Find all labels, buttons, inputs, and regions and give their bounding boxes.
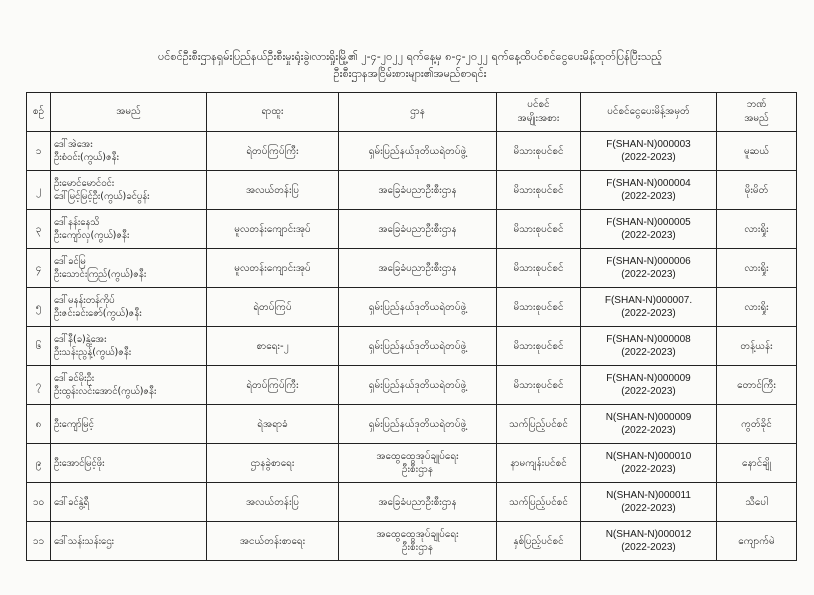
- cell-dept-line2: ဦးစီးဌာန: [401, 542, 434, 553]
- cell-name-line1: ဦးအောင်မြင့်ဖိုး: [54, 457, 105, 469]
- cell-type: မိသားစုပင်စင်: [497, 132, 581, 171]
- cell-rank: အငယ်တန်းစာရေး: [207, 522, 339, 561]
- table-row: [27, 444, 797, 483]
- cell-name-line2: ဦးထွန်းလင်းအောင်(ကွယ်)ဇနီး: [54, 386, 157, 397]
- cell-name: [51, 171, 207, 210]
- cell-type: မိသားစုပင်စင်: [497, 288, 581, 327]
- cell-name-line1: ဒေါ်ခင်မိုးဦး: [54, 373, 95, 384]
- cell-license-line2: (2022-2023): [621, 308, 676, 319]
- cell-license-line2: (2022-2023): [621, 347, 676, 358]
- cell-license-line2: (2022-2023): [621, 464, 676, 475]
- cell-type: မိသားစုပင်စင်: [497, 249, 581, 288]
- cell-no: ၃: [27, 210, 51, 249]
- cell-name-line1: ဦးကျော်မြင့်: [54, 418, 94, 430]
- table-header-row: [27, 93, 797, 132]
- cell-license-line1: N(SHAN-N)000012: [605, 529, 692, 540]
- cell-name-line1: ဒေါ်နီ(ခ)နွဲ့အေး: [54, 334, 107, 345]
- cell-dept-line1: အထွေထွေအုပ်ချုပ်ရေး: [376, 451, 459, 462]
- title-line-2: ဦးစီးဌာနအငြိမ်းစားများ၏အမည်စာရင်း: [333, 67, 487, 80]
- header-bank-line1: ဘဏ်: [746, 99, 767, 110]
- cell-license: [581, 444, 717, 483]
- header-type-line1: ပင်စင်: [527, 99, 550, 110]
- cell-name: [51, 288, 207, 327]
- cell-license: [581, 288, 717, 327]
- header-bank: [717, 93, 797, 132]
- cell-dept-line1: ရှမ်းပြည်နယ်ဒုတိယရဲတပ်ဖွဲ့: [368, 340, 467, 352]
- cell-no: ၂: [27, 171, 51, 210]
- cell-name-line1: ဒေါ်ခင်နွဲ့ရီ: [54, 496, 90, 508]
- cell-dept: [339, 171, 497, 210]
- header-type: [497, 93, 581, 132]
- cell-name: [51, 210, 207, 249]
- cell-dept: [339, 288, 497, 327]
- cell-license-line1: F(SHAN-N)000009: [606, 373, 691, 384]
- cell-name-line2: ဦးသောင်းကြည်(ကွယ်)ဇနီး: [54, 269, 147, 280]
- table-row: [27, 405, 797, 444]
- header-no: စဉ်: [27, 93, 51, 132]
- cell-name: [51, 483, 207, 522]
- table-row: [27, 171, 797, 210]
- cell-bank: မူဆယ်: [717, 132, 797, 171]
- cell-name: [51, 522, 207, 561]
- cell-type: သက်ပြည့်ပင်စင်: [497, 483, 581, 522]
- table-row: [27, 132, 797, 171]
- cell-name-line1: ဒေါ်နန်းနေသိ: [54, 217, 100, 228]
- table-row: [27, 327, 797, 366]
- cell-name-line1: ဒေါ်ခင်မြ: [54, 256, 86, 267]
- cell-type: သက်ပြည့်ပင်စင်: [497, 405, 581, 444]
- table-row: [27, 249, 797, 288]
- cell-license-line1: F(SHAN-N)000004: [606, 178, 691, 189]
- cell-name-line1: ဦးမောင်မောင်ဝင်း: [54, 178, 115, 189]
- cell-license-line1: F(SHAN-N)000005: [606, 217, 691, 228]
- cell-name: [51, 327, 207, 366]
- cell-license-line2: (2022-2023): [621, 386, 676, 397]
- cell-license: [581, 366, 717, 405]
- cell-dept: [339, 327, 497, 366]
- cell-license-line1: N(SHAN-N)000010: [605, 451, 692, 462]
- cell-dept-line1: ရှမ်းပြည်နယ်ဒုတိယရဲတပ်ဖွဲ့: [368, 301, 467, 313]
- cell-bank: ကွတ်ခိုင်: [717, 405, 797, 444]
- header-name: အမည်: [51, 93, 207, 132]
- cell-dept: [339, 210, 497, 249]
- cell-dept: [339, 366, 497, 405]
- cell-license-line2: (2022-2023): [621, 542, 676, 553]
- cell-dept-line1: အခြေခံပညာဦးစီးဌာန: [378, 184, 457, 196]
- cell-type: မိသားစုပင်စင်: [497, 171, 581, 210]
- cell-dept: [339, 444, 497, 483]
- cell-rank: အလယ်တန်းပြ: [207, 171, 339, 210]
- cell-no: ၄: [27, 249, 51, 288]
- cell-rank: ဌာနခွဲစာရေး: [207, 444, 339, 483]
- cell-rank: မူလတန်းကျောင်းအုပ်: [207, 249, 339, 288]
- cell-rank: အလယ်တန်းပြ: [207, 483, 339, 522]
- cell-rank: ရဲတပ်ကြပ်ကြီး: [207, 366, 339, 405]
- cell-rank: ရဲတပ်ကြပ်: [207, 288, 339, 327]
- pension-table: [26, 92, 797, 561]
- cell-bank: နောင်ချို: [717, 444, 797, 483]
- cell-license: [581, 132, 717, 171]
- table-row: [27, 288, 797, 327]
- cell-license: [581, 405, 717, 444]
- cell-license: [581, 483, 717, 522]
- cell-type: နှစ်ပြည့်ပင်စင်: [497, 522, 581, 561]
- table-row: [27, 483, 797, 522]
- cell-license: [581, 522, 717, 561]
- cell-license: [581, 171, 717, 210]
- cell-rank: စာရေး-၂: [207, 327, 339, 366]
- cell-no: ၁: [27, 132, 51, 171]
- cell-rank: ရဲတပ်ကြပ်ကြီး: [207, 132, 339, 171]
- cell-dept: [339, 405, 497, 444]
- cell-type: မိသားစုပင်စင်: [497, 366, 581, 405]
- cell-dept: [339, 249, 497, 288]
- cell-license-line2: (2022-2023): [621, 230, 676, 241]
- cell-no: ၇: [27, 366, 51, 405]
- cell-dept: [339, 483, 497, 522]
- cell-name: [51, 366, 207, 405]
- cell-type: နာမကျန်းပင်စင်: [497, 444, 581, 483]
- cell-name-line1: ဒေါ်အဲအေး: [54, 139, 93, 150]
- table-row: [27, 366, 797, 405]
- cell-bank: တောင်ကြီး: [717, 366, 797, 405]
- cell-license-line1: F(SHAN-N)000006: [606, 256, 691, 267]
- cell-rank: ရဲအရာခံ: [207, 405, 339, 444]
- cell-license-line1: F(SHAN-N)000003: [606, 139, 691, 150]
- cell-rank: မူလတန်းကျောင်းအုပ်: [207, 210, 339, 249]
- cell-license-line1: N(SHAN-N)000009: [605, 412, 692, 423]
- header-rank: ရာထူး: [207, 93, 339, 132]
- cell-name-line2: ဒေါ်မြင့်မြင့်ဦး(ကွယ်)ခင်ပွန်း: [54, 191, 150, 202]
- cell-dept: [339, 132, 497, 171]
- cell-dept-line1: ရှမ်းပြည်နယ်ဒုတိယရဲတပ်ဖွဲ့: [368, 418, 467, 430]
- cell-dept-line1: အထွေထွေအုပ်ချုပ်ရေး: [376, 529, 459, 540]
- cell-bank: မိုးမိတ်: [717, 171, 797, 210]
- cell-no: ၉: [27, 444, 51, 483]
- cell-license: [581, 249, 717, 288]
- cell-no: ၈: [27, 405, 51, 444]
- cell-name-line2: ဦးကျော်လှ(ကွယ်)ဇနီး: [54, 230, 130, 241]
- cell-bank: ကျောက်မဲ: [717, 522, 797, 561]
- cell-license-line1: F(SHAN-N)000008: [606, 334, 691, 345]
- header-bank-line2: အမည်: [744, 113, 769, 124]
- cell-dept: [339, 522, 497, 561]
- cell-license: [581, 210, 717, 249]
- header-dept: ဌာန: [339, 93, 497, 132]
- cell-name: [51, 405, 207, 444]
- table-row: [27, 210, 797, 249]
- cell-name-line2: ဦးစံဝင်း(ကွယ်)ဇနီး: [54, 152, 119, 163]
- cell-no: ၅: [27, 288, 51, 327]
- cell-name-line2: ဦးသန်းညွန့်(ကွယ်)ဇနီး: [54, 347, 132, 358]
- cell-license-line2: (2022-2023): [621, 425, 676, 436]
- cell-name: [51, 249, 207, 288]
- cell-bank: သီပေါ: [717, 483, 797, 522]
- cell-no: ၁၀: [27, 483, 51, 522]
- cell-dept-line1: အခြေခံပညာဦးစီးဌာန: [378, 496, 457, 508]
- document-title: [60, 48, 760, 82]
- cell-bank: လားရှိုး: [717, 210, 797, 249]
- cell-license: [581, 327, 717, 366]
- cell-type: မိသားစုပင်စင်: [497, 327, 581, 366]
- cell-name-line2: ဦးဇင်းခင်းဇော်(ကွယ်)ဇနီး: [54, 308, 142, 319]
- cell-license-line1: N(SHAN-N)000011: [606, 490, 691, 501]
- cell-license-line2: (2022-2023): [621, 503, 676, 514]
- cell-dept-line2: ဦးစီးဌာန: [401, 464, 434, 475]
- cell-dept-line1: ရှမ်းပြည်နယ်ဒုတိယရဲတပ်ဖွဲ့: [368, 145, 467, 157]
- cell-name-line1: ဒေါ်မနန်းတန်ကိုပ်: [54, 295, 115, 306]
- cell-no: ၁၁: [27, 522, 51, 561]
- header-license: ပင်စင်ငွေပေးမိန့်အမှတ်: [581, 93, 717, 132]
- cell-dept-line1: အခြေခံပညာဦးစီးဌာန: [378, 262, 457, 274]
- cell-dept-line1: ရှမ်းပြည်နယ်ဒုတိယရဲတပ်ဖွဲ့: [368, 379, 467, 391]
- cell-dept-line1: အခြေခံပညာဦးစီးဌာန: [378, 223, 457, 235]
- cell-license-line2: (2022-2023): [621, 269, 676, 280]
- cell-name: [51, 132, 207, 171]
- header-type-line2: အမျိုးအစား: [517, 113, 560, 124]
- cell-name-line1: ဒေါ်သန်းသန်းဌေး: [54, 535, 114, 547]
- cell-no: ၆: [27, 327, 51, 366]
- title-line-1: ပင်စင်ဦးစီးဌာနရှမ်းပြည်နယ်ဦးစီးမှုးရုံးခွဲ၊လားရှိုးမြို့၏ ၂-၄-၂၀၂၂ ရက်နေ့မှ ၈-၄-၂၀၂၂ ရက်နေ့ထိပင်စင်ငွေပေးမိန့်ထုတ်ပြန်ပြီးသည့်: [158, 50, 662, 63]
- cell-license-line2: (2022-2023): [621, 191, 676, 202]
- cell-type: မိသားစုပင်စင်: [497, 210, 581, 249]
- cell-bank: လားရှိုး: [717, 288, 797, 327]
- cell-bank: တန့်ယန်း: [717, 327, 797, 366]
- cell-license-line2: (2022-2023): [621, 152, 676, 163]
- cell-name: [51, 444, 207, 483]
- table-row: [27, 522, 797, 561]
- cell-license-line1: F(SHAN-N)000007.: [604, 295, 693, 306]
- cell-bank: လားရှိုး: [717, 249, 797, 288]
